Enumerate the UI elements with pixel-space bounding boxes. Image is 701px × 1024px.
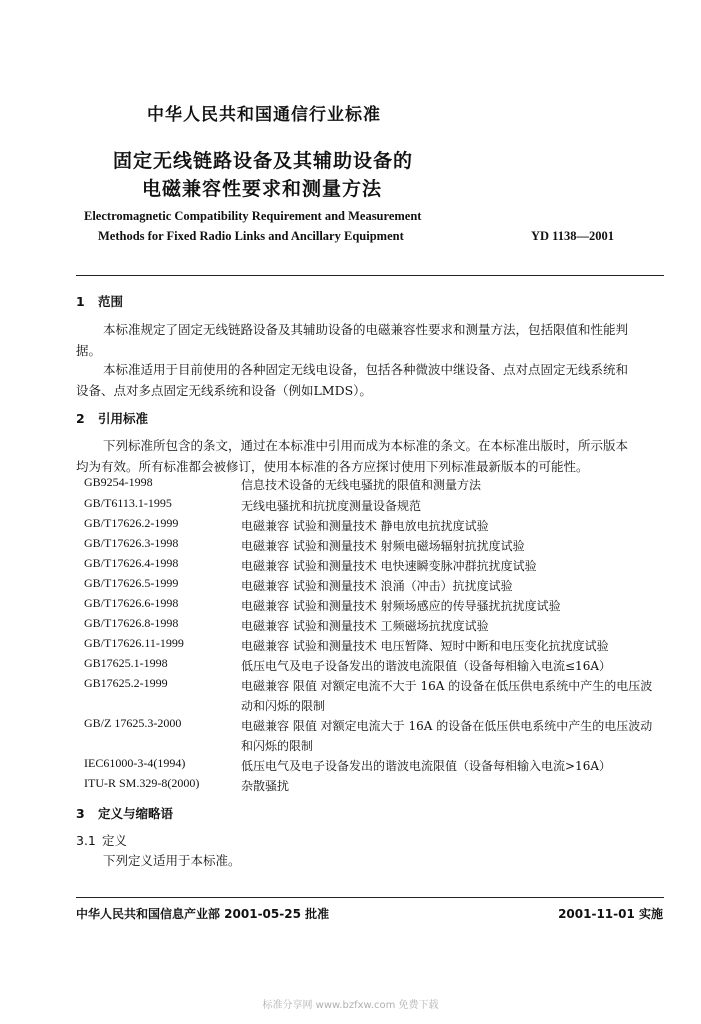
paragraph-line: 据。 [76, 343, 102, 358]
reference-title: 低压电气及电子设备发出的谐波电流限值（设备每相输入电流>16A） [241, 759, 611, 773]
document-title-line2: 电磁兼容性要求和测量方法 [142, 178, 383, 200]
paragraph-line: 本标准规定了固定无线链路设备及其辅助设备的电磁兼容性要求和测量方法，包括限值和性能判 [103, 322, 629, 337]
paragraph-line: 本标准适用于目前使用的各种固定无线电设备，包括各种微波中继设备、点对点固定无线系统和 [103, 362, 629, 377]
reference-title: 电磁兼容 限值 对额定电流不大于 16A 的设备在低压供电系统中产生的电压波动和闪烁的限制 [241, 679, 653, 713]
reference-title: 电磁兼容 试验和测量技术 电快速瞬变脉冲群抗扰度试验 [241, 559, 537, 573]
reference-title: 电磁兼容 试验和测量技术 工频磁场抗扰度试验 [241, 619, 489, 633]
standard-code: YD 1138—2001 [531, 229, 614, 243]
reference-code: GB/Z 17625.3-2000 [84, 716, 182, 730]
reference-title: 杂散骚扰 [241, 779, 290, 793]
reference-code: GB/T17626.4-1998 [84, 556, 179, 570]
reference-code: GB/T17626.5-1999 [84, 576, 179, 590]
document-title-line1: 固定无线链路设备及其辅助设备的 [113, 150, 414, 172]
reference-title: 无线电骚扰和抗扰度测量设备规范 [241, 499, 422, 513]
paragraph-line: 设备、点对多点固定无线系统和设备（例如LMDS）。 [76, 383, 372, 398]
section-title: 定义与缩略语 [98, 806, 174, 821]
reference-title: 电磁兼容 试验和测量技术 射频电磁场辐射抗扰度试验 [241, 539, 525, 553]
reference-code: GB/T17626.6-1998 [84, 596, 179, 610]
section-3-heading [76, 804, 173, 822]
reference-title: 电磁兼容 试验和测量技术 射频场感应的传导骚扰抗扰度试验 [241, 599, 561, 613]
reference-title: 低压电气及电子设备发出的谐波电流限值（设备每相输入电流≤16A） [241, 659, 611, 673]
issuing-organization: 中华人民共和国通信行业标准 [147, 105, 381, 125]
english-title-line1: Electromagnetic Compatibility Requirement and Measurement [84, 209, 422, 223]
section-2-heading [76, 409, 148, 427]
section-number: 1 [76, 294, 85, 309]
subsection-number: 3.1 [76, 833, 96, 848]
reference-code: GB17625.1-1998 [84, 656, 168, 670]
header-rule [76, 275, 664, 276]
reference-code: ITU-R SM.329-8(2000) [84, 776, 200, 790]
footer-rule [76, 897, 664, 898]
reference-title: 电磁兼容 试验和测量技术 电压暂降、短时中断和电压变化抗扰度试验 [241, 639, 609, 653]
reference-code: GB9254-1998 [84, 475, 153, 489]
reference-code: GB/T17626.11-1999 [84, 636, 184, 650]
section-number: 3 [76, 806, 85, 821]
watermark: 标准分享网 www.bzfxw.com 免费下载 [262, 1000, 439, 1011]
section-title: 引用标准 [98, 411, 149, 426]
effective-date: 2001-11-01 实施 [558, 907, 663, 921]
section-1-heading [76, 292, 123, 310]
reference-code: GB/T17626.2-1999 [84, 516, 179, 530]
reference-title: 电磁兼容 试验和测量技术 浪涌（冲击）抗扰度试验 [241, 579, 513, 593]
section-title: 范围 [98, 294, 124, 309]
reference-code: GB/T17626.8-1998 [84, 616, 179, 630]
english-title-line2: Methods for Fixed Radio Links and Ancillary Equipment [98, 229, 404, 243]
reference-title: 电磁兼容 限值 对额定电流大于 16A 的设备在低压供电系统中产生的电压波动和闪烁的限制 [241, 719, 653, 753]
reference-title: 电磁兼容 试验和测量技术 静电放电抗扰度试验 [241, 519, 489, 533]
paragraph-line: 均为有效。所有标准都会被修订，使用本标准的各方应探讨使用下列标准最新版本的可能性。 [76, 459, 589, 474]
subsection-3-1-heading [76, 831, 127, 849]
reference-code: GB/T6113.1-1995 [84, 496, 172, 510]
subsection-title: 定义 [102, 833, 128, 848]
reference-title: 信息技术设备的无线电骚扰的限值和测量方法 [241, 478, 482, 492]
paragraph-line: 下列标准所包含的条文，通过在本标准中引用而成为本标准的条文。在本标准出版时，所示版本 [103, 438, 629, 453]
reference-code: GB17625.2-1999 [84, 676, 168, 690]
issue-date: 中华人民共和国信息产业部 2001-05-25 批准 [76, 907, 330, 921]
reference-code: GB/T17626.3-1998 [84, 536, 179, 550]
paragraph-line: 下列定义适用于本标准。 [103, 853, 241, 868]
section-number: 2 [76, 411, 85, 426]
reference-code: IEC61000-3-4(1994) [84, 756, 186, 770]
